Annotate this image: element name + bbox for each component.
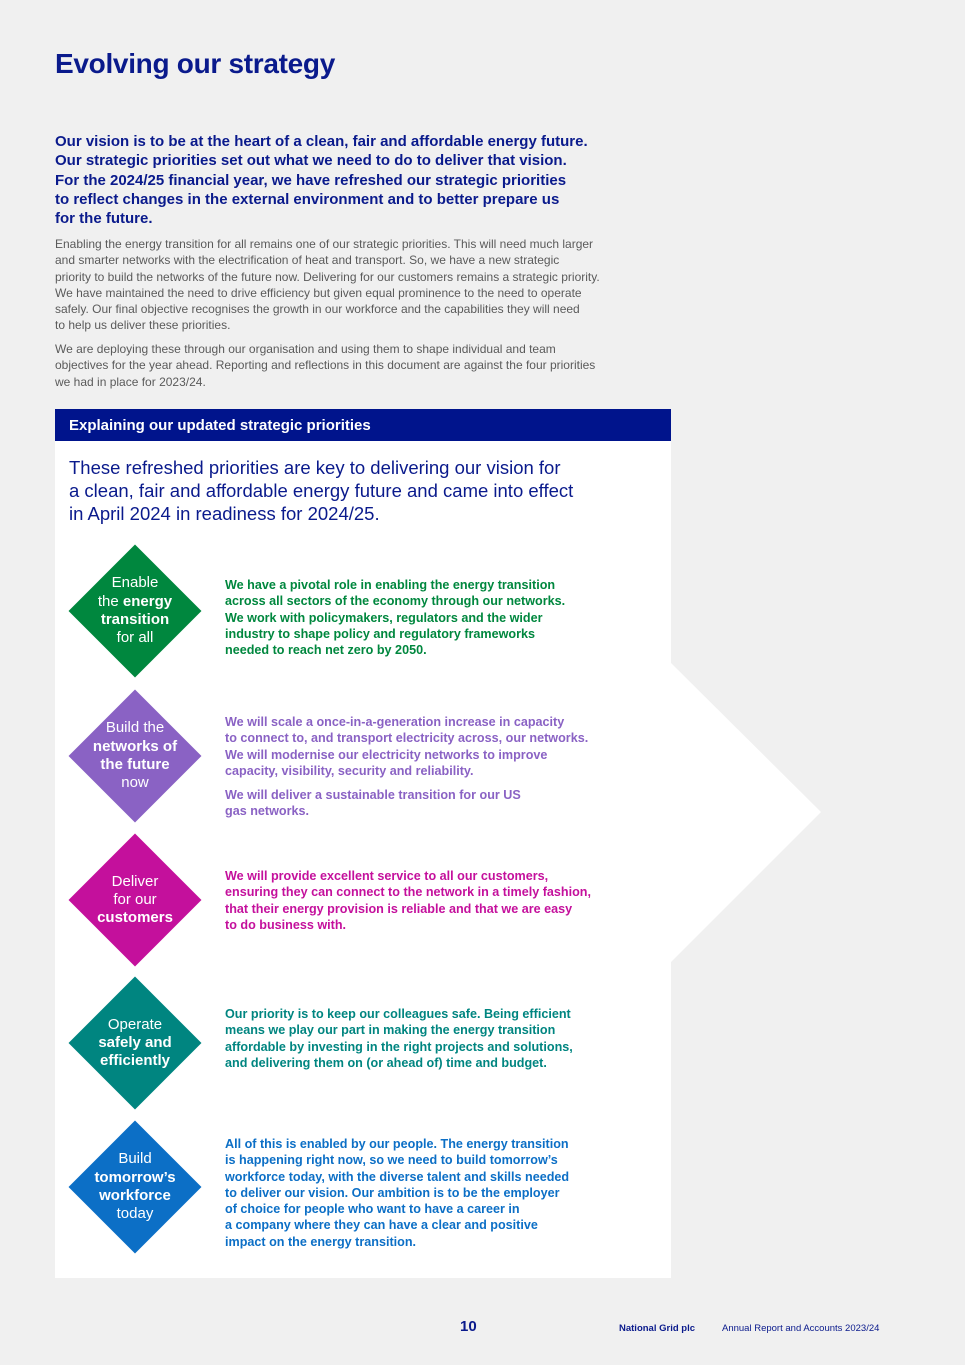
priority-description [225,714,588,820]
description-line: needed to reach net zero by 2050. [225,643,427,658]
text-line: safely. Our final objective recognises the growth in our workforce and the capabilities they will need [55,302,580,317]
text-line: to reflect changes in the external environment and to better prepare us [55,190,560,208]
priority-description [225,577,565,658]
description-line: capacity, visibility, security and reliability. [225,763,474,778]
description-line: ensuring they can connect to the network in a timely fashion, [225,885,591,900]
description-line: across all sectors of the economy through our networks. [225,594,566,609]
text-line: These refreshed priorities are key to delivering our vision for [69,457,561,478]
label-bold: safely and [98,1033,172,1051]
label-line [112,873,159,891]
label-line [113,891,156,909]
description-line: We will provide excellent service to all our customers, [225,869,549,883]
section-heading: Explaining our updated strategic priorities [69,417,371,434]
label-line [108,1016,162,1034]
priority-description [225,1006,573,1071]
label-line [94,1169,175,1187]
paragraph-gap [225,779,588,787]
label-line [112,574,159,592]
label-line [100,1052,170,1070]
priority-label [69,1121,201,1253]
priority-diamond [69,545,201,677]
label-line [98,593,172,611]
footer-document-title: Annual Report and Accounts 2023/24 [722,1323,880,1334]
label-light: Operate [107,1015,163,1033]
description-line: All of this is enabled by our people. The energy transition [225,1137,569,1151]
label-line [99,1187,171,1205]
label-line [101,611,169,629]
description-line: to deliver our vision. Our ambition is to be the employer [225,1185,560,1200]
description-line: impact on the energy transition. [225,1234,417,1249]
label-light: Deliver [111,872,159,890]
description-line: that their energy provision is reliable and that we are easy [225,901,573,916]
label-bold: customers [97,909,173,927]
description-line: affordable by investing in the right projects and solutions, [225,1039,573,1054]
description-line: is happening right now, so we need to build tomorrow’s [225,1153,558,1168]
priority-diamond [69,1121,201,1253]
footer-company: National Grid plc [619,1323,696,1334]
description-line: We will modernise our electricity networks to improve [225,747,548,762]
label-bold: workforce [99,1187,171,1204]
label-line [98,1034,171,1052]
description-line: industry to shape policy and regulatory frameworks [225,626,536,641]
body-paragraph-2 [55,341,655,390]
description-line: workforce today, with the diverse talent and skills needed [225,1169,570,1184]
lead-paragraph [55,132,655,228]
description-line: We have a pivotal role in enabling the energy transition [225,578,556,592]
description-line: of choice for people who want to have a career in [225,1202,520,1217]
text-line: objectives for the year ahead. Reporting and reflections in this document are against the four priorities [55,358,596,373]
text-line: Our vision is to be at the heart of a clean, fair and affordable energy future. [55,133,588,150]
body-paragraph-1 [55,236,655,334]
label-line [106,719,164,737]
description-line: a company where they can have a clear and positive [225,1218,538,1233]
text-line: we had in place for 2023/24. [55,374,206,389]
label-line [100,756,169,774]
text-line: We are deploying these through our organisation and using them to shape individual and team [55,342,556,356]
text-line: priority to build the networks of the future now. Delivering for our customers remains a strategic priority. [55,269,600,284]
description-line: means we play our part in making the energy transition [225,1023,556,1038]
label-light: the [97,592,123,610]
section-intro [69,456,573,525]
label-line [93,738,177,756]
label-bold: energy [122,592,173,610]
label-light: for all [116,629,154,647]
description-line: Our priority is to keep our colleagues safe. Being efficient [225,1007,571,1021]
text-line: in April 2024 in readiness for 2024/25. [69,503,380,524]
description-line: and delivering them on (or ahead of) time and budget. [225,1055,547,1070]
label-light: today [116,1205,154,1223]
label-line [121,774,149,792]
priority-diamond [69,834,201,966]
label-line [118,1150,151,1168]
label-bold: efficiently [99,1052,171,1070]
label-light: now [121,774,149,792]
label-light: Enable [111,574,159,592]
priority-label [69,834,201,966]
label-light: Build the [105,719,165,737]
priority-diamond [69,690,201,822]
label-line [97,909,173,927]
description-line: We will scale a once-in-a-generation increase in capacity [225,715,565,729]
text-line: Enabling the energy transition for all remains one of our strategic priorities. This will need much larger [55,237,594,251]
label-bold: tomorrow’s [94,1168,176,1186]
priority-description [225,1136,569,1250]
text-line: We have maintained the need to drive efficiency but given equal prominence to the need to operate [55,285,582,300]
description-line: We will deliver a sustainable transition for our US [225,788,521,803]
page-number: 10 [460,1318,477,1335]
label-line [117,1205,154,1223]
description-line: to do business with. [225,917,347,932]
label-bold: networks of [92,737,178,755]
section-header-bar [55,409,671,441]
text-line: for the future. [55,210,153,228]
description-line: to connect to, and transport electricity across, our networks. [225,731,589,746]
description-line: We work with policymakers, regulators and the wider [225,610,543,625]
label-bold: the future [100,756,170,773]
text-line: For the 2024/25 financial year, we have refreshed our strategic priorities [55,171,567,189]
priority-description [225,868,591,933]
text-line: and smarter networks with the electrification of heat and transport. So, we have a new strategic [55,253,560,268]
label-line [117,629,154,647]
description-line: gas networks. [225,804,309,819]
label-bold: transition [100,611,170,628]
text-line: to help us deliver these priorities. [55,318,231,333]
page-title: Evolving our strategy [55,48,335,79]
label-light: for our [113,890,157,908]
text-line: Our strategic priorities set out what we need to do to deliver that vision. [55,152,567,170]
priority-label [69,977,201,1109]
label-light: Build [118,1150,152,1168]
priority-label [69,690,201,822]
priority-diamond [69,977,201,1109]
text-line: a clean, fair and affordable energy future and came into effect [69,480,574,501]
priority-label [69,545,201,677]
